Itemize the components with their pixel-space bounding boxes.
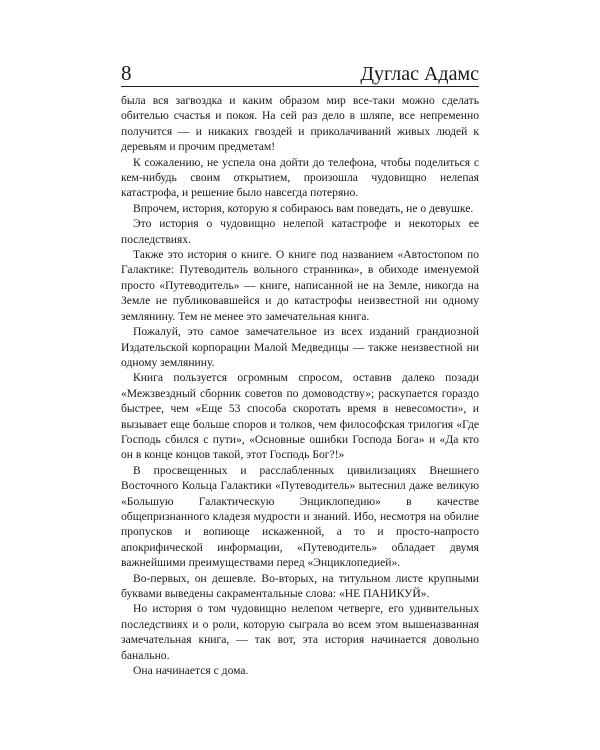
- paragraph: Но история о том чудовищно нелепом четверге, его удивительных последствиях и о роли, которую сыграла во всем этом вышеназванная замечательная книга, — так вот, эта история начинается довольно банально.: [121, 602, 479, 662]
- paragraph: Книга пользуется огромным спросом, оставив далеко позади «Межзвездный сборник советов по домоводству»; раскупается гораздо быстрее, чем «Еще 53 способа скоротать время в невесомости», и вызывает еще больше споров и толков, чем философская трилогия «Где Господь сбился с пути», «Основные ошибки Господа Бога» и «Да кто он в конце концов такой, этот Господь Бог?!»: [121, 371, 479, 462]
- paragraph: Во-первых, он дешевле. Во-вторых, на титульном листе крупными буквами выведены сакраментальные слова: «НЕ ПАНИКУЙ».: [121, 571, 479, 600]
- header-author: Дуглас Адамс: [360, 63, 479, 85]
- paragraph: Пожалуй, это самое замечательное из всех изданий грандиозной Издательской корпорации Малой Медведицы — также неизвестной ни одному землянину.: [121, 325, 479, 369]
- running-header: [121, 62, 479, 87]
- paragraph: Также это история о книге. О книге под названием «Автостопом по Галактике: Путеводитель вольного странника», в обиходе именуемой просто «Путеводитель» — книге, написанной не на Земле, никогда на Земле не публиковавшейся и до катастрофы неизвестной ни одному землянину. Тем не менее это замечательная книга.: [121, 248, 479, 323]
- book-page: [121, 62, 479, 678]
- paragraph: была вся загвоздка и каким образом мир все-таки можно сделать обителью счастья и покоя. На сей раз дело в шляпе, все непременно получится — и никаких гвоздей и приколачиваний живых людей к деревьям и прочим предметам!: [121, 94, 479, 154]
- paragraph: В просвещенных и расслабленных цивилизациях Внешнего Восточного Кольца Галактики «Путеводитель» вытеснил даже великую «Большую Галактическую Энциклопедию» в качестве общепризнанного кладезя мудрости и знаний. Ибо, несмотря на обилие пропусков и вопиюще искаженной, а то и просто-напросто апокрифической информации, «Путеводитель» обладает двумя важнейшими преимуществами перед «Энциклопедией».: [121, 463, 479, 570]
- body-text: [121, 93, 479, 678]
- paragraph: Она начинается с дома.: [133, 664, 249, 678]
- paragraph: Впрочем, история, которую я собираюсь вам поведать, не о девушке.: [133, 201, 474, 215]
- page-number: 8: [121, 61, 132, 85]
- paragraph: Это история о чудовищно нелепой катастрофе и некоторых ее последствиях.: [121, 217, 479, 246]
- paragraph: К сожалению, не успела она дойти до телефона, чтобы поделиться с кем-нибудь своим открытием, произошла чудовищно нелепая катастрофа, и решение было навсегда потеряно.: [121, 155, 479, 200]
